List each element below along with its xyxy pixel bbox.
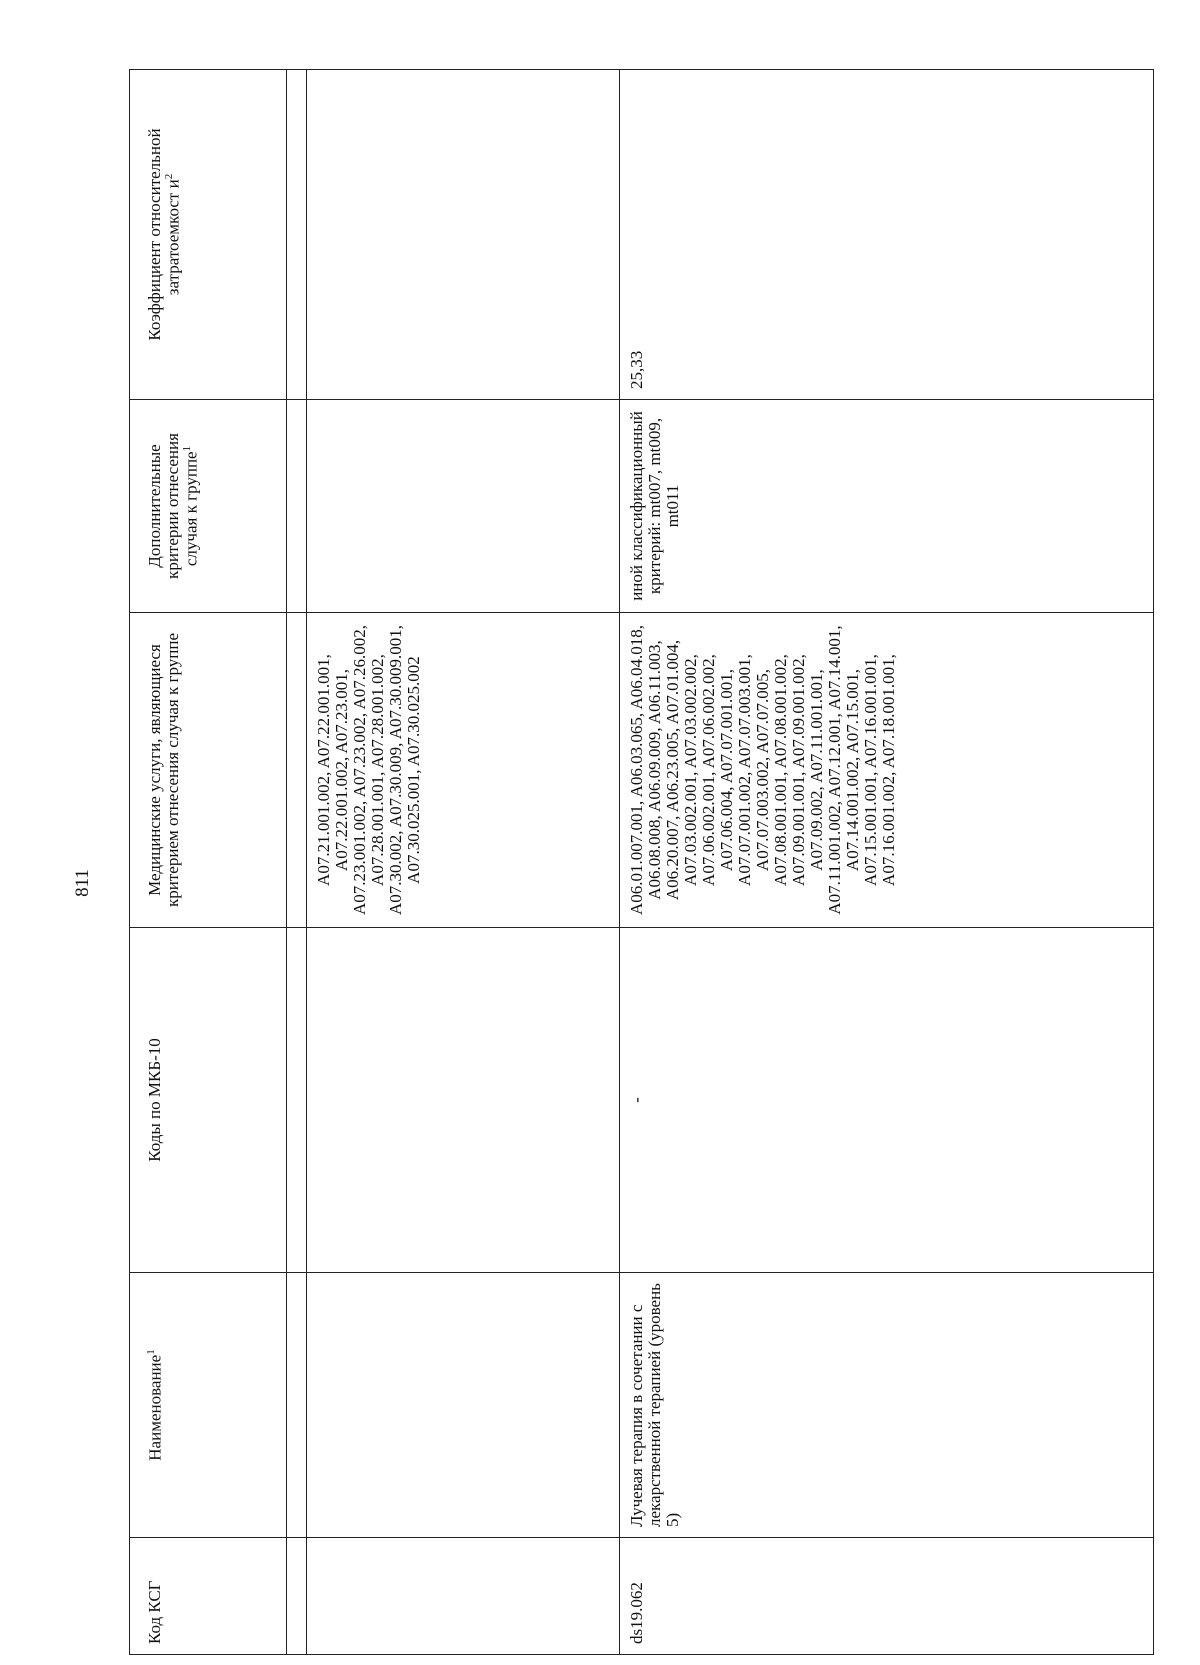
ksg-table-frame [129, 70, 1139, 1655]
table-row [620, 70, 1154, 1655]
header-name: Наименование$^1$ [130, 1273, 287, 1538]
row-name: Лучевая терапия в сочетании с лекарственной терапией (уровень 5) [620, 1273, 1154, 1538]
header-coeff: Коэффициент относительной затратоемкост $и^2$ [130, 70, 287, 400]
row-criteria: иной классификационный критерий: mt007, mt009, mt011 [620, 400, 1154, 613]
header-services: Медицинские услуги, являющиеся критерием отнесения случая к группе [130, 613, 287, 928]
ksg-table-rotated [129, 70, 1139, 1655]
header-code: Код КСГ [130, 1538, 287, 1655]
ksg-table [129, 69, 1154, 1655]
continued-services: A07.21.001.002, A07.22.001.001, A07.22.001.002, A07.23.001, A07.23.001.002, A07.23.002, A07.26.002, A07.28.001.001, A07.28.001.002, A07.30.002, A07.30.009, A07.30.009.001, A07.30.025.001, A07.30.025.002 [307, 613, 620, 928]
separator-row [287, 70, 307, 1655]
row-code: ds19.062 [620, 1538, 1154, 1655]
row-coeff: 25,33 [620, 70, 1154, 400]
continued-row [307, 70, 620, 1655]
page-number: 811 [72, 869, 93, 897]
row-icd: - [620, 928, 1154, 1273]
header-row [130, 70, 287, 1655]
header-icd: Коды по МКБ-10 [130, 928, 287, 1273]
header-criteria: Дополнительные критерии отнесения случая к группе$^1$ [130, 400, 287, 613]
row-services: A06.01.007.001, A06.03.065, A06.04.018, A06.08.008, A06.09.009, A06.11.003, A06.20.007, A06.23.005, A07.01.004, A07.03.002.001, A07.03.002.002, A07.06.002.001, A07.06.002.002, A07.06.004, A07.07.001.001, A07.07.001.002, A07.07.003.001, A07.07.003.002, A07.07.005, A07.08.001.001, A07.08.001.002, A07.09.001.001, A07.09.001.002, A07.09.002, A07.11.001.001, A07.11.001.002, A07.12.001, A07.14.001, A07.14.001.002, A07.15.001, A07.15.001.001, A07.16.001.001, A07.16.001.002, A07.18.001.001, [620, 613, 1154, 928]
